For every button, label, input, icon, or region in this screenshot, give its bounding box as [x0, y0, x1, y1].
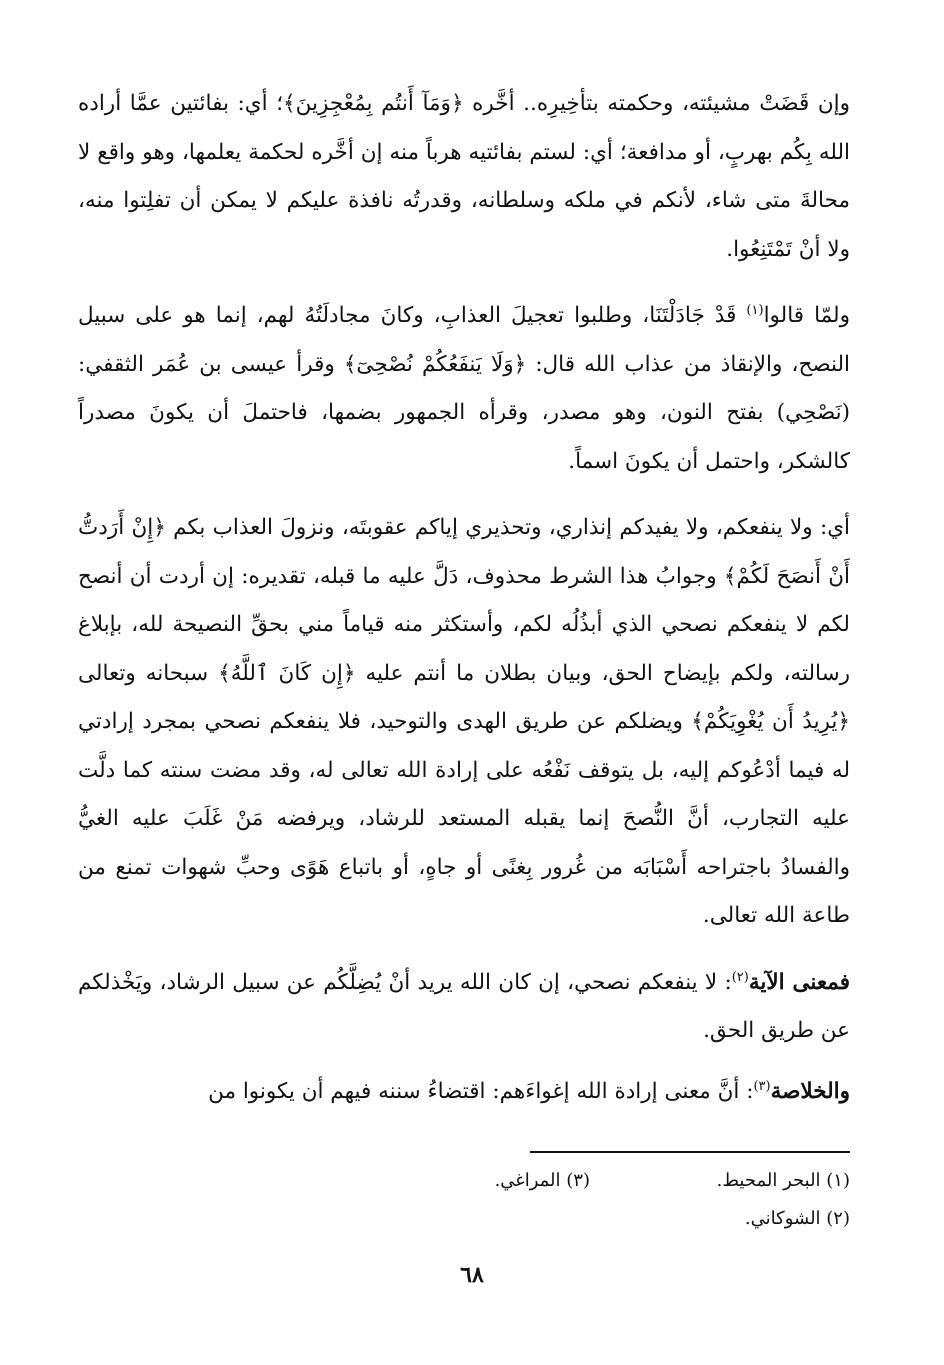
footnote-marker-2: (٢) — [731, 969, 749, 985]
footnotes — [290, 1162, 850, 1238]
footnote-3: (٣) المراغي. — [494, 1170, 590, 1191]
paragraph-2 — [78, 292, 850, 486]
paragraph-5 — [78, 1068, 850, 1117]
paragraph-2-lead: ولمّا قالوا — [763, 303, 850, 328]
paragraph-4-text: : لا ينفعكم نصحي، إن كان الله يريد أنْ يُضِلَّكُم عن سبيل الرشاد، ويَخْذلكم عن طريق الحق. — [78, 969, 850, 1043]
page-body — [78, 80, 850, 1116]
paragraph-3: أي: ولا ينفعكم، ولا يفيدكم إنذاري، وتحذيري إياكم عقوبتَه، ونزولَ العذاب بكم ﴿إِنْ أَرَدتُّ أَنْ أَنصَحَ لَكُمْ﴾ وجوابُ هذا الشرط محذوف، دَلَّ عليه ما قبله، تقديره: إن أردت أن أنصح لكم لا ينفعكم نصحي الذي أبذُلُه لكم، وأستكثر منه قياماً مني بحقِّ النصيحة لله، بإبلاغ رسالته، ولكم بإيضاح الحق، وبيان بطلان ما أنتم عليه ﴿إِن كَانَ ٱللَّهُ﴾ سبحانه وتعالى ﴿يُرِيدُ أَن يُغْوِيَكُمْ﴾ ويضلكم عن طريق الهدى والتوحيد، فلا ينفعكم نصحي بمجرد إرادتي له فيما أدْعُوكم إليه، بل يتوقف نَفْعُه على إرادة الله تعالى له، وقد مضت سنته كما دلَّت عليه التجارب، أنَّ النُّصحَ إنما يقبله المستعد للرشاد، ويرفضه مَنْ غَلَبَ عليه الغيُّ والفسادُ باجتراحه أَسْبَابَه من غُرور بِغنًى أو جاهٍ، أو باتباع هَوًى وحبِّ شهوات تمنع من طاعة الله تعالى. — [78, 515, 850, 928]
footnote-divider — [530, 1151, 850, 1153]
footnote-2: (٢) الشوكاني. — [744, 1208, 850, 1229]
page-number: ٦٨ — [460, 1262, 484, 1288]
footnote-1: (١) البحر المحيط. — [716, 1170, 850, 1191]
footnote-row — [290, 1200, 850, 1238]
paragraph-4 — [78, 959, 850, 1056]
footnote-row — [290, 1162, 850, 1200]
paragraph-5-heading: والخلاصة — [770, 1078, 850, 1104]
paragraph-5-text: : أنَّ معنى إرادة الله إغواءَهم: اقتضاءُ سننه فيهم أن يكونوا من — [208, 1078, 754, 1104]
footnote-marker-1: (١) — [746, 302, 764, 318]
footnote-marker-3: (٣) — [753, 1078, 771, 1094]
paragraph-2-text: قَدْ جَادَلْتَنَا، وطلبوا تعجيلَ العذابِ، وكانَ مجادلَتُهُ لهم، إنما هو على سبيل النصح، والإنقاذ من عذاب الله قال: ﴿وَلَا يَنفَعُكُمْ نُصْحِىٓ﴾ وقرأ عيسى بن عُمَر الثقفي: (نَصْحِي) بفتح النون، وهو مصدر، وقرأه الجمهور بضمها، فاحتملَ أن يكونَ مصدراً كالشكر، واحتمل أن يكونَ اسماً. — [78, 303, 850, 474]
paragraph-4-heading: فمعنى الآية — [748, 969, 850, 995]
paragraph-1: وإن قَضَتْ مشيئته، وحكمته بتأخِيرِه.. أخَّره ﴿وَمَآ أَنتُم بِمُعْجِزِينَ﴾؛ أي: بفائتين عمَّا أراده الله بِكُم بهربٍ، أو مدافعة؛ أي: لستم بفائتيه هرباً منه إن أخَّره لحكمة يعلمها، وهو واقع لا محالةَ متى شاء، لأنكم في ملكه وسلطانه، وقدرتُه نافذة عليكم لا يمكن أن تفلِتوا منه، ولا أنْ تَمْتَنِعُوا. — [78, 91, 850, 262]
